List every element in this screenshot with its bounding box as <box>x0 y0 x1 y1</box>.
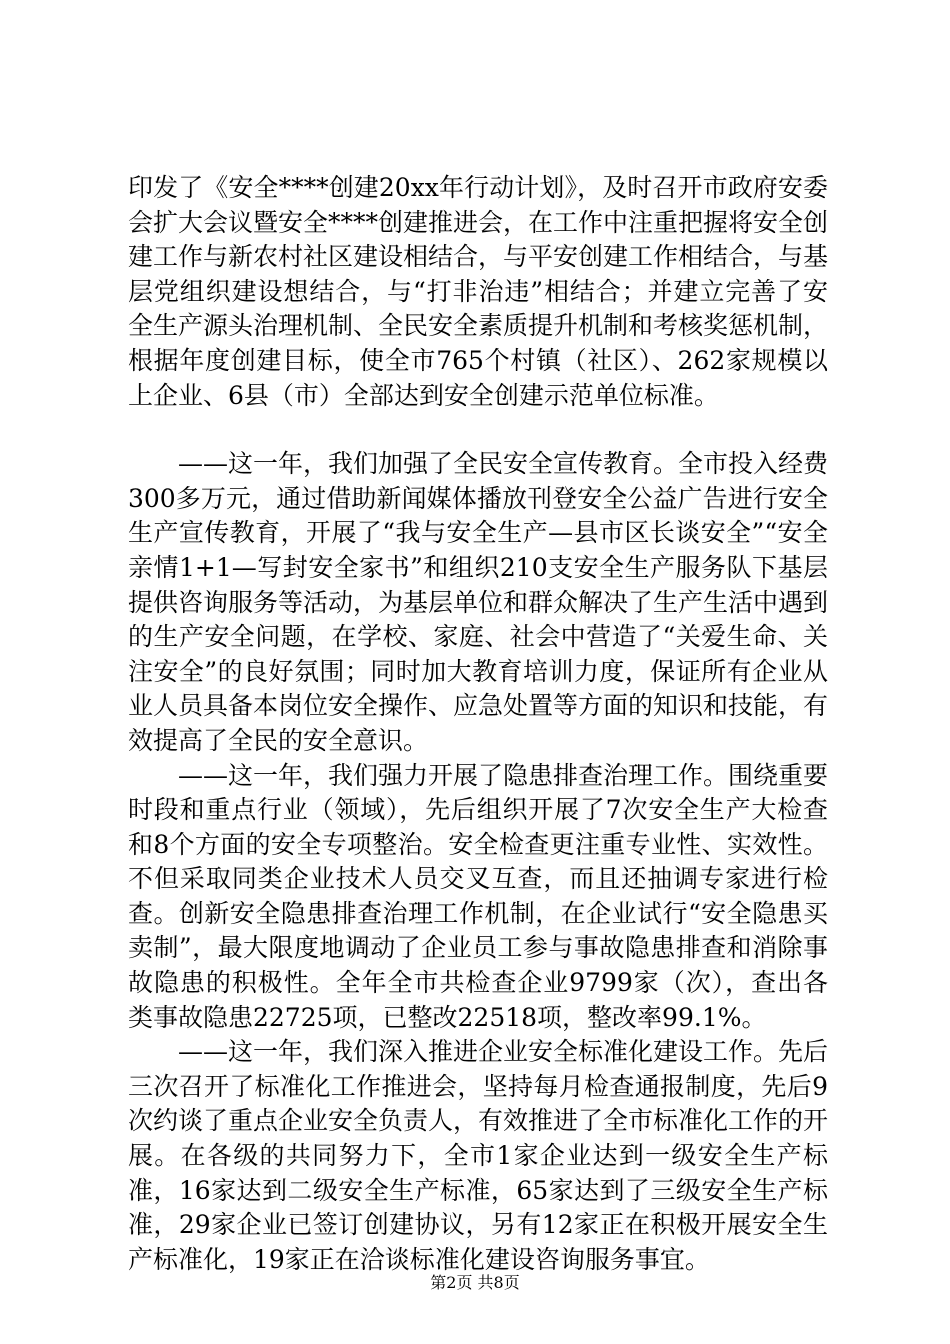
paragraph-safety-education: ——这一年，我们加强了全民安全宣传教育。全市投入经费300多万元，通过借助新闻媒体播放刊登安全公益广告进行安全生产宣传教育，开展了“我与安全生产—县市区长谈安全”“安全亲情1+1—写封安全家书”和组织210支安全生产服务队下基层提供咨询服务等活动，为基层单位和群众解决了生产生活中遇到的生产安全问题，在学校、家庭、社会中营造了“关爱生命、关注安全”的良好氛围；同时加大教育培训力度，保证所有企业从业人员具备本岗位安全操作、应急处置等方面的知识和技能，有效提高了全民的安全意识。 <box>128 449 829 755</box>
paragraph-standardization: ——这一年，我们深入推进企业安全标准化建设工作。先后三次召开了标准化工作推进会，坚持每月检查通报制度，先后9次约谈了重点企业安全负责人，有效推进了全市标准化工作的开展。在各级的共同努力下，全市1家企业达到一级安全生产标准，16家达到二级安全生产标准，65家达到了三级安全生产标准，29家企业已签订创建协议，另有12家正在积极开展安全生产标准化，19家正在洽谈标准化建设咨询服务事宜。 <box>128 1037 829 1274</box>
paragraph-hazard-inspection: ——这一年，我们强力开展了隐患排查治理工作。围绕重要时段和重点行业（领域），先后组织开展了7次安全生产大检查和8个方面的安全专项整治。安全检查更注重专业性、实效性。不但采取同类企业技术人员交叉互查，而且还抽调专家进行检查。创新安全隐患排查治理工作机制，在企业试行“安全隐患买卖制”，最大限度地调动了企业员工参与事故隐患排查和消除事故隐患的积极性。全年全市共检查企业9799家（次），查出各类事故隐患22725项，已整改22518项，整改率99.1%。 <box>128 760 829 1032</box>
document-body <box>128 171 828 1277</box>
paragraph-continuation: 印发了《安全****创建20xx年行动计划》，及时召开市政府安委会扩大会议暨安全****创建推进会，在工作中注重把握将安全创建工作与新农村社区建设相结合，与平安创建工作相结合，与基层党组织建设想结合，与“打非治违”相结合；并建立完善了安全生产源头治理机制、全民安全素质提升机制和考核奖惩机制，根据年度创建目标，使全市765个村镇（社区）、262家规模以上企业、6县（市）全部达到安全创建示范单位标准。 <box>128 173 829 410</box>
page-number-footer: 第2页 共8页 <box>430 1273 520 1292</box>
